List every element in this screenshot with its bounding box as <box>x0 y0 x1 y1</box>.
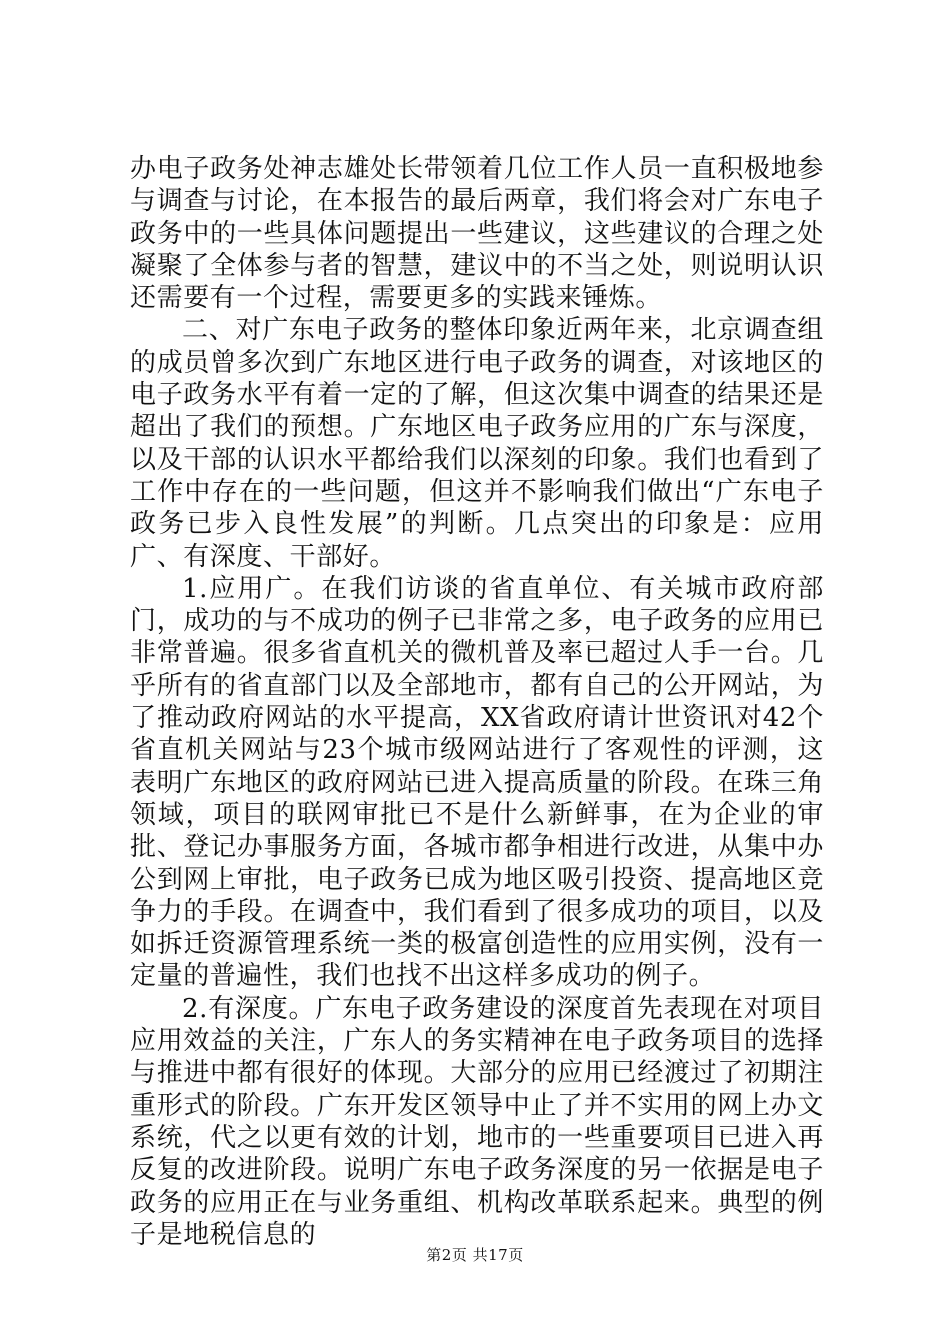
paragraph-point-two: 2.有深度。广东电子政务建设的深度首先表现在对项目应用效益的关注，广东人的务实精神在电子政务项目的选择与推进中都有很好的体现。大部分的应用已经渡过了初期注重形式的阶段。广东开发区领导中止了并不实用的网上办文系统，代之以更有效的计划，地市的一些重要项目已进入再反复的改进阶段。说明广东电子政务深度的另一依据是电子政务的应用正在与业务重组、机构改革联系起来。典型的例子是地税信息的 <box>130 993 824 1250</box>
document-body <box>130 153 824 1251</box>
paragraph-point-one: 1.应用广。在我们访谈的省直单位、有关城市政府部门，成功的与不成功的例子已非常之多，电子政务的应用已非常普遍。很多省直机关的微机普及率已超过人手一台。几乎所有的省直部门以及全部地市，都有自己的公开网站，为了推动政府网站的水平提高，XX省政府请计世资讯对42个省直机关网站与23个城市级网站进行了客观性的评测，这表明广东地区的政府网站已进入提高质量的阶段。在珠三角领域，项目的联网审批已不是什么新鲜事，在为企业的审批、登记办事服务方面，各城市都争相进行改进，从集中办公到网上审批，电子政务已成为地区吸引投资、提高地区竞争力的手段。在调查中，我们看到了很多成功的项目，以及如拆迁资源管理系统一类的极富创造性的应用实例，没有一定量的普遍性，我们也找不出这样多成功的例子。 <box>130 573 824 992</box>
paragraph-section-two: 二、对广东电子政务的整体印象近两年来，北京调查组的成员曾多次到广东地区进行电子政务的调查，对该地区的电子政务水平有着一定的了解，但这次集中调查的结果还是超出了我们的预想。广东地区电子政务应用的广东与深度，以及干部的认识水平都给我们以深刻的印象。我们也看到了工作中存在的一些问题，但这并不影响我们做出“广东电子政务已步入良性发展”的判断。几点突出的印象是：应用广、有深度、干部好。 <box>130 315 824 572</box>
page-number-footer: 第2页 共17页 <box>426 1246 524 1264</box>
paragraph-continuation: 办电子政务处神志雄处长带领着几位工作人员一直积极地参与调查与讨论，在本报告的最后两章，我们将会对广东电子政务中的一些具体问题提出一些建议，这些建议的合理之处凝聚了全体参与者的智慧，建议中的不当之处，则说明认识还需要有一个过程，需要更多的实践来锤炼。 <box>130 154 824 314</box>
